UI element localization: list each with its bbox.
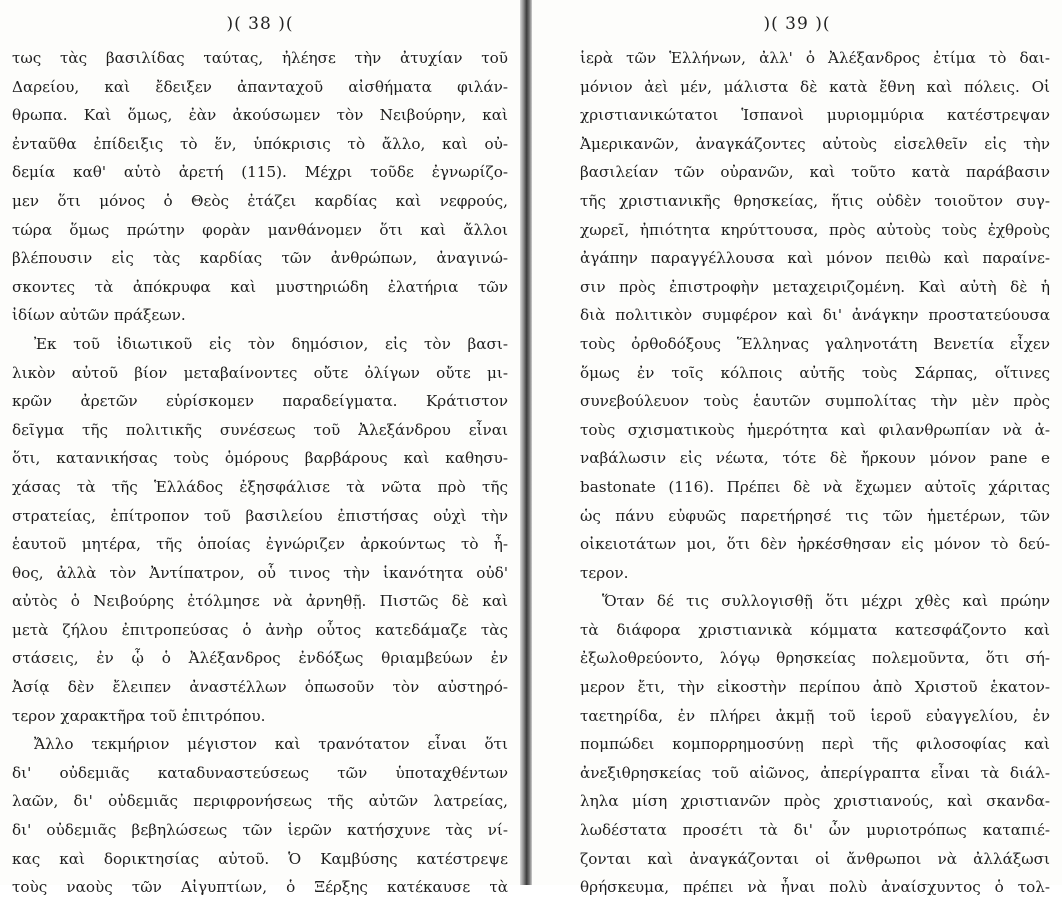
- text-line: ἀγάπην παραγγέλλουσα καὶ μόνον πειθὼ καὶ παραίνε-: [580, 249, 1050, 268]
- text-line: τὰ διάφορα χριστιανικὰ κόμματα κατεσφάζοντο καὶ: [580, 620, 1050, 639]
- text-line: δεμία καθ' αὑτὸ ἀρετή (115). Μέχρι τοῦδε ἐγνωρίζο-: [12, 163, 508, 182]
- page-text: [580, 44, 1050, 902]
- text-line: ληλα μίση χριστιανῶν πρὸς χριστιανούς, καὶ σκανδα-: [580, 792, 1050, 811]
- text-line: συνεβούλευον τοὺς ἑαυτῶν συμπολίτας τὴν μὲν πρὸς: [580, 392, 1050, 411]
- text-line: ναβάλωσιν εἰς νέωτα, τότε δὲ ἤρκουν μόνον pane e: [580, 449, 1050, 468]
- text-line: οἰκειοτάτων μοι, ὅτι δὲν ἠρκέσθησαν εἰς μόνον τὸ δεύ-: [580, 535, 1050, 554]
- text-line: δι' οὐδεμιᾶς βεβηλώσεως τῶν ἱερῶν κατήσχυνε τὰς νί-: [12, 821, 508, 840]
- text-line: λαῶν, δι' οὐδεμιᾶς περιφρονήσεως τῆς αὐτῶν λατρείας,: [12, 792, 508, 811]
- text-line: τοὺς σχισματικοὺς ἡμερότητα καὶ φιλανθρωπίαν νὰ ἀ-: [580, 420, 1050, 439]
- text-line: θος, ἀλλὰ τὸν Ἀντίπατρον, οὗ τινος τὴν ἱκανότητα οὐδ': [12, 563, 508, 582]
- text-line: μεν ὅτι μόνος ὁ Θεὸς ἐτάζει καρδίας καὶ νεφρούς,: [12, 191, 508, 210]
- page-text: [12, 44, 508, 902]
- text-line: τως τὰς βασιλίδας ταύτας, ἠλέησε τὴν ἀτυχίαν τοῦ: [12, 49, 508, 67]
- text-line: ὅτι, κατανικήσας τοὺς ὁμόρους βαρβάρους καὶ καθησυ-: [12, 449, 508, 468]
- text-line: ταετηρίδα, ἐν πλήρει ἀκμῇ τοῦ ἱεροῦ εὐαγγελίου, ἐν: [580, 706, 1050, 725]
- text-line: μόνιον ἀεὶ μέν, μάλιστα δὲ κατὰ ἔθνη καὶ πόλεις. Οἱ: [580, 77, 1050, 96]
- right-page: [532, 0, 1062, 897]
- text-line: λικὸν αὐτοῦ βίον μεταβαίνοντες οὔτε ὀλίγων οὔτε μι-: [12, 363, 508, 382]
- text-line: ὡς πάνυ εὐφυῶς παρετήρησέ τις τῶν ἡμετέρων, τῶν: [580, 506, 1050, 525]
- text-line: πομπώδει κομπορρημοσύνῃ περὶ τῆς φιλοσοφίας καὶ: [580, 735, 1050, 754]
- text-line: Δαρείου, καὶ ἔδειξεν ἀπανταχοῦ αἰσθήματα φιλάν-: [12, 77, 508, 96]
- text-line: τώρα ὅμως πρώτην φορὰν μανθάνομεν ὅτι καὶ ἄλλοι: [12, 220, 508, 239]
- text-line: bastonate (116). Πρέπει δὲ νὰ ἔχωμεν αὐτοῖς χάριτας: [580, 477, 1050, 496]
- text-line: λωδέστατα προσέτι τὰ δι' ὧν μυριοτρόπως καταπιέ-: [580, 821, 1050, 840]
- left-page: [0, 0, 520, 897]
- text-line: αὐτὸς ὁ Νειβούρης ἐτόλμησε νὰ ἀρνηθῇ. Πιστῶς δὲ καὶ: [12, 592, 508, 611]
- text-line: δι' οὐδεμιᾶς καταδυναστεύσεως τῶν ὑποταχθέντων: [12, 763, 508, 782]
- text-line: Ἐκ τοῦ ἰδιωτικοῦ εἰς τὸν δημόσιον, εἰς τὸν βασι-: [34, 334, 508, 353]
- text-line: τοὺς ὀρθοδόξους Ἕλληνας γαληνοτάτη Βενετία εἶχεν: [580, 334, 1050, 353]
- text-line: Ὅταν δέ τις συλλογισθῇ ὅτι μέχρι χθὲς καὶ πρώην: [602, 592, 1050, 611]
- text-line: διὰ πολιτικὸν συμφέρον καὶ δι' ἀνάγκην προστατεύουσα: [580, 306, 1050, 325]
- text-line: ἰδίων αὐτῶν πράξεων.: [12, 306, 186, 325]
- text-line: βασιλείαν τῶν οὐρανῶν, καὶ τοῦτο κατὰ παράβασιν: [580, 163, 1050, 182]
- text-line: Ἄλλο τεκμήριον μέγιστον καὶ τρανότατον εἶναι ὅτι: [34, 735, 508, 754]
- page-number: )( 38 )(: [226, 14, 294, 34]
- text-line: μερον ἔτι, τὴν εἰκοστὴν περίπου ἀπὸ Χριστοῦ ἑκατον-: [580, 678, 1050, 697]
- text-line: δεῖγμα τῆς πολιτικῆς συνέσεως τοῦ Ἀλεξάνδρου εἶναι: [12, 420, 508, 439]
- text-line: κας καὶ δορικτησίας αὐτοῦ. Ὁ Καμβύσης κατέστρεψε: [12, 849, 508, 868]
- text-line: μετὰ ζήλου ἐπιτροπεύσας ὁ ἀνὴρ οὗτος κατεδάμαζε τὰς: [12, 620, 508, 639]
- text-line: θρήσκευμα, πρέπει νὰ ἦναι πολὺ ἀναίσχυντος ὁ τολ-: [580, 878, 1050, 897]
- text-line: ζονται καὶ ἀναγκάζονται οἱ ἄνθρωποι νὰ ἀλλάξωσι: [580, 849, 1050, 868]
- text-line: τοὺς ναοὺς τῶν Αἰγυπτίων, ὁ Ξέρξης κατέκαυσε τὰ: [12, 878, 508, 897]
- text-line: χριστιανικώτατοι Ἱσπανοὶ μυριομμύρια κατέστρεψαν: [580, 106, 1050, 125]
- text-line: ἱερὰ τῶν Ἑλλήνων, ἀλλ' ὁ Ἀλέξανδρος ἐτίμα τὸ δαι-: [580, 49, 1050, 67]
- text-line: κρῶν ἀρετῶν εὑρίσκομεν παραδείγματα. Κράτιστον: [12, 392, 508, 411]
- text-line: χάσας τὰ τῆς Ἑλλάδος ἐξησφάλισε τὰ νῶτα πρὸ τῆς: [12, 477, 508, 496]
- text-line: στρατείας, ἐπίτροπον τοῦ βασιλείου ἐπιστήσας οὐχὶ τὴν: [12, 506, 508, 525]
- text-line: χωρεῖ, ἠπιότητα κηρύττουσα, πρὸς αὐτοὺς τοὺς ἐχθροὺς: [580, 220, 1050, 239]
- text-line: στάσεις, ἐν ᾧ ὁ Ἀλέξανδρος ἐνδόξως θριαμβεύων ἐν: [12, 649, 508, 668]
- text-line: τερον χαρακτῆρα τοῦ ἐπιτρόπου.: [12, 706, 266, 725]
- text-line: ἐνταῦθα ἐπίδειξις τὸ ἕν, ὑπόκρισις τὸ ἄλλο, καὶ οὐ-: [12, 134, 508, 153]
- text-line: Ἀμερικανῶν, ἀναγκάζοντες αὐτοὺς εἰσελθεῖν εἰς τὴν: [580, 134, 1050, 153]
- text-line: τῆς χριστιανικῆς θρησκείας, ἥτις οὐδὲν τοιοῦτον συγ-: [580, 191, 1050, 210]
- text-line: σκοντες τὰ ἀπόκρυφα καὶ μυστηριώδη ἐλατήρια τῶν: [12, 277, 508, 296]
- text-line: βλέπουσιν εἰς τὰς καρδίας τῶν ἀνθρώπων, ἀναγινώ-: [12, 249, 508, 268]
- text-line: ὅμως ἐν τοῖς κόλποις αὐτῆς τοὺς Σάρπας, οἵτινες: [580, 363, 1050, 382]
- text-line: Ἀσίᾳ δὲν ἔλειπεν ἀναστέλλων ὁπωσοῦν τὸν αὐστηρό-: [12, 678, 508, 697]
- text-line: ἀνεξιθρησκείας τοῦ αἰῶνος, ἀπερίγραπτα εἶναι τὰ διάλ-: [580, 763, 1050, 782]
- text-line: ἑαυτοῦ μητέρα, τῆς ὁποίας ἐγνώριζεν ἀρκούντως τὸ ἦ-: [12, 535, 508, 554]
- text-line: ἐξωλοθρεύοντο, λόγῳ θρησκείας πολεμοῦντα, ὅτι σή-: [580, 649, 1050, 668]
- page-number: )( 39 )(: [763, 14, 831, 34]
- text-line: σιν πρὸς ἐπιστροφὴν μεταχειριζομένη. Καὶ αὐτὴ δὲ ἡ: [580, 277, 1050, 296]
- text-line: τερον.: [580, 563, 629, 582]
- text-line: θρωπα. Καὶ ὅμως, ἐὰν ἀκούσωμεν τὸν Νειβούρην, καὶ: [12, 106, 508, 125]
- book-gutter: [520, 0, 532, 885]
